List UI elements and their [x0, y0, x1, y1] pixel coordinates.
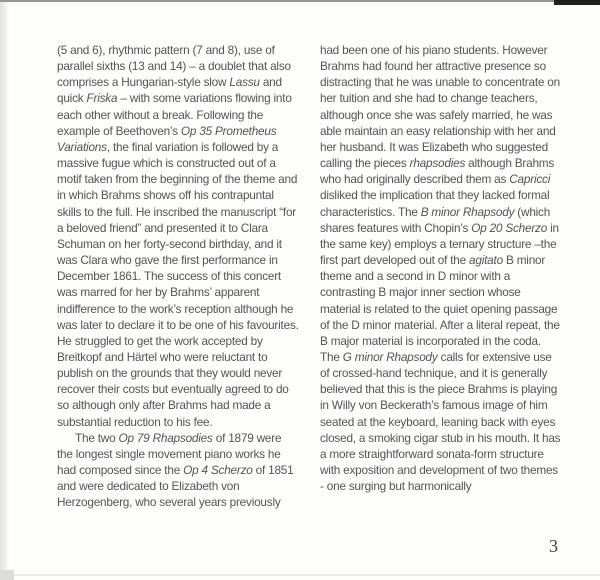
italic-text-segment: Op 79 Rhapsodies — [118, 430, 213, 445]
page-number: 3 — [549, 536, 558, 556]
text-segment: (which shares features with Chopin’s — [320, 204, 551, 235]
paragraph — [57, 42, 299, 430]
text-segment: (5 and 6), rhythmic pattern (7 and 8), use of parallel sixths (13 and 14) – a doublet that also comprises a Hungarian-style slow — [57, 43, 291, 90]
text-segment: of 1851 and were dedicated to Elizabeth von Herzogenberg, who several years previously — [57, 463, 294, 510]
paragraph — [320, 42, 562, 494]
text-segment: calls for extensive use of crossed-hand technique, and it is generally believed that this is the piece Brahms is playing in Willy von Beckerath’s famous image of him seated at the keyboard, leaning back with eyes closed, a smoking cigar stub in his mouth. It has a more straightforward sonata-form structure with exposition and development of two themes - one surging but harmonically — [320, 349, 561, 494]
scan-edge-top — [0, 0, 600, 2]
text-segment: The two — [75, 430, 119, 445]
text-column-left — [57, 42, 299, 511]
text-segment: B minor theme and a second in D minor with a contrasting B major inner section whose material is related to the quiet opening passage of the D minor material. After a literal repeat, the B major material is incorporated in the coda. The — [320, 253, 560, 364]
text-segment: although Brahms who had originally described them as — [320, 156, 555, 187]
italic-text-segment: Op 20 Scherzo — [471, 220, 548, 235]
italic-text-segment: G minor Rhapsody — [342, 349, 438, 364]
italic-text-segment: Capricci — [509, 172, 551, 187]
scan-edge-left — [0, 0, 9, 580]
text-segment: – with some variations flowing into each other without a break. Following the example of Beethoven’s — [57, 91, 292, 138]
text-segment: in the same key) employs a ternary structure –the first part developed out of the — [320, 220, 559, 268]
paragraph — [57, 430, 299, 511]
scan-edge-bottom — [0, 574, 600, 576]
text-segment: , the final variation is followed by a massive fugue which is constructed out of a motif taken from the beginning of the theme and in which Brahms shows off his contrapuntal skills to the full. He inscribed the manuscript “for a beloved friend” and presented it to Clara Schuman on her forty-second birthday, and it was Clara who gave the first performance in December 1861. The success of this concert was marred for her by Brahms’ apparent indifference to the work’s reception although he was later to declare it to be one of his favourites. He struggled to get the work accepted by Breitkopf and Härtel who were reluctant to publish on the grounds that they would never recover their costs but eventually agreed to do so although only after Brahms had made a substantial reduction to his fee. — [57, 139, 299, 429]
italic-text-segment: Op 4 Scherzo — [183, 463, 253, 478]
italic-text-segment: Op 35 Prometheus Variations — [57, 123, 277, 154]
text-segment: had been one of his piano students. However Brahms had found her attractive presence so distracting that he was unable to concentrate on her tuition and she had to change teachers, although once she was safely married, he was able maintain an easy relationship with her and her husband. It was Elizabeth who suggested calling the pieces — [320, 43, 560, 171]
text-segment: and quick — [57, 75, 282, 106]
scan-edge-bottom-left-corner — [0, 570, 14, 580]
italic-text-segment: B minor Rhapsody — [420, 204, 515, 219]
text-segment: disliked the implication that they lacked formal characteristics. The — [320, 188, 550, 219]
italic-text-segment: agitato — [469, 253, 503, 268]
text-segment: of 1879 were the longest single movement piano works he had composed since the — [57, 430, 282, 478]
text-area — [57, 42, 562, 511]
scan-edge-top-right-corner — [554, 0, 600, 5]
italic-text-segment: rhapsodies — [409, 156, 466, 171]
italic-text-segment: Lassu — [229, 75, 260, 90]
text-column-right — [320, 42, 562, 511]
italic-text-segment: Friska — [86, 91, 118, 106]
